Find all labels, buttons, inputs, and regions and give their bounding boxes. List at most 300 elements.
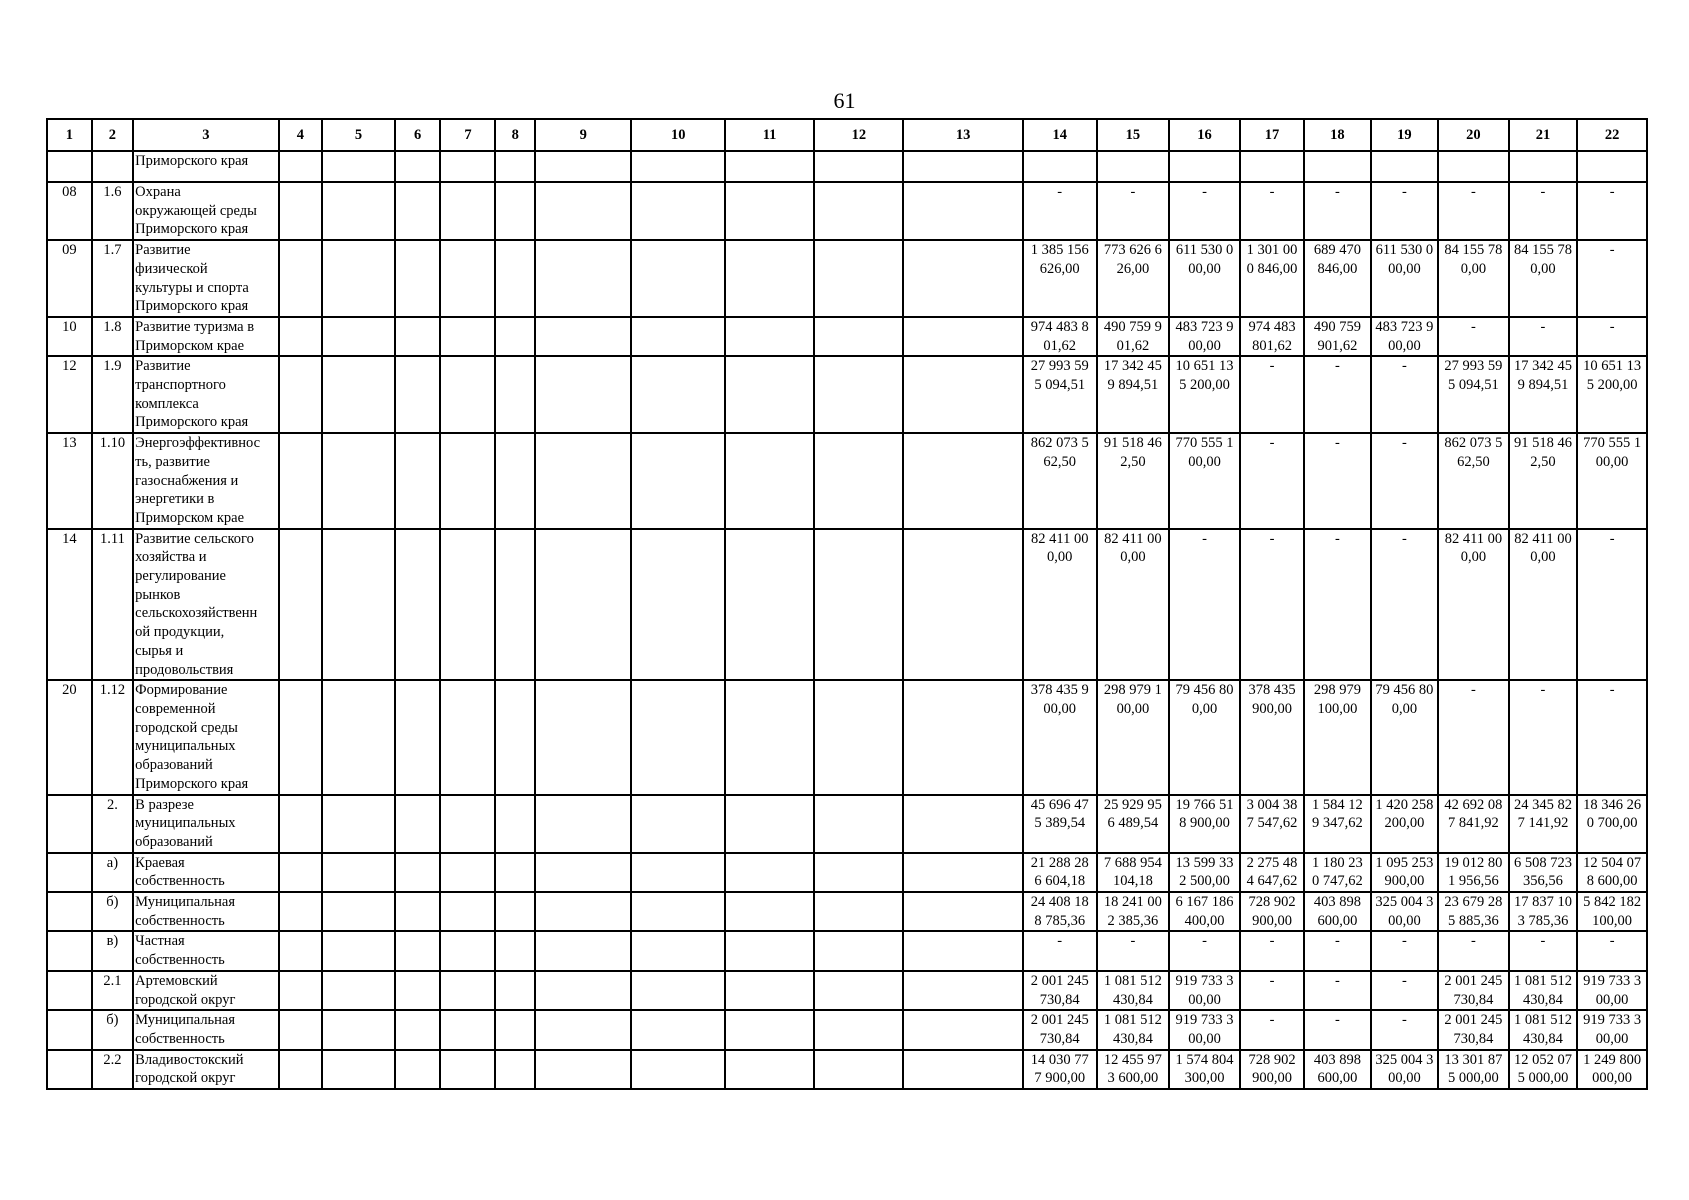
empty-cell [395,317,441,356]
value-cell-col-15 [1097,931,1170,970]
value-line: 00,00 [1388,260,1421,277]
value-line: - [1609,242,1615,259]
value-cell-col-20 [1438,892,1509,931]
empty-cell [440,182,495,240]
value-line: 728 902 [1248,1051,1296,1068]
program-name-line: Охрана [135,184,181,200]
value-line: 13 599 33 [1175,854,1234,871]
value-cell-col-21 [1509,680,1578,794]
value-cell-col-14 [1023,1050,1097,1089]
empty-cell [440,433,495,529]
row-number-cell: б) [92,1010,134,1049]
value-line: - [1335,1012,1340,1029]
empty-cell [322,529,395,681]
empty-cell [725,680,814,794]
empty-cell [725,971,814,1010]
value-cell-col-15 [1097,240,1170,317]
empty-cell [725,240,814,317]
empty-cell [279,240,323,317]
program-name-line: Приморского края [135,221,249,238]
column-header-16: 16 [1169,119,1240,151]
program-name-cell [133,151,278,182]
value-cell-col-14 [1023,529,1097,681]
value-line: 403 898 [1313,894,1361,911]
value-line: 000,00 [1592,1070,1633,1087]
value-line: - [1609,682,1615,699]
value-cell-col-19 [1371,240,1438,317]
value-line: 00,00 [1388,912,1421,929]
value-line: - [1335,184,1340,200]
empty-cell [631,1050,724,1089]
empty-cell [535,1050,632,1089]
value-cell-col-20 [1438,433,1509,529]
value-cell-col-22 [1577,240,1647,317]
program-name-line: Приморском крае [135,509,245,526]
value-cell-col-15 [1097,892,1170,931]
empty-cell [903,317,1022,356]
column-header-19: 19 [1371,119,1438,151]
program-name-line: Формирование [135,682,228,699]
value-cell-col-15 [1097,151,1170,182]
value-line: - [1401,933,1407,950]
value-cell-col-22 [1577,1050,1647,1089]
value-line: 430,84 [1112,1030,1153,1047]
program-name-line: собственность [135,1030,225,1047]
empty-cell [725,795,814,853]
empty-cell [725,1050,814,1089]
value-line: 900,00 [1384,873,1425,890]
empty-cell [322,680,395,794]
program-name-line: Энергоэффективнос [135,435,261,452]
empty-cell [814,853,903,892]
value-cell-col-22 [1577,971,1647,1010]
empty-cell [279,931,323,970]
value-cell-col-21 [1509,931,1578,970]
value-line: 728 902 [1248,894,1296,911]
empty-cell [495,1010,534,1049]
empty-cell [495,795,534,853]
empty-cell [814,892,903,931]
empty-cell [322,151,395,182]
value-line: 430,84 [1112,991,1153,1008]
empty-cell [535,680,632,794]
value-line: 7 900,00 [1034,1070,1086,1087]
empty-cell [725,317,814,356]
program-name-line: Приморского края [135,775,249,792]
empty-cell [535,1010,632,1049]
value-line: 490 759 [1313,318,1361,335]
empty-cell [535,356,632,433]
value-line: - [1471,184,1476,200]
value-cell-col-17 [1240,317,1304,356]
program-name-line: собственность [135,952,225,969]
value-line: 0,00 [1120,549,1146,566]
empty-cell [631,529,724,681]
value-line: - [1269,933,1275,950]
empty-cell [495,853,534,892]
row-number-cell: б) [92,892,134,931]
value-line: 91 518 46 [1103,435,1162,452]
value-cell-col-21 [1509,892,1578,931]
value-line: 6 508 723 [1513,854,1572,871]
row-number-cell: 1.7 [92,240,134,317]
column-header-1: 1 [47,119,92,151]
column-header-17: 17 [1240,119,1304,151]
value-cell-col-21 [1509,795,1578,853]
value-line: 79 456 80 [1375,682,1434,699]
program-name-line: образований [135,757,213,774]
empty-cell [279,892,323,931]
value-cell-col-16 [1169,971,1240,1010]
empty-cell [903,795,1022,853]
value-cell-col-15 [1097,529,1170,681]
value-cell-col-20 [1438,529,1509,681]
program-name-line: комплекса [135,395,199,412]
value-cell-col-19 [1371,795,1438,853]
table-row [47,317,1647,356]
program-name-cell [133,317,278,356]
value-cell-col-19 [1371,931,1438,970]
value-line: 8 900,00 [1179,815,1230,832]
value-line: 773 626 6 [1103,242,1162,259]
empty-cell [495,240,534,317]
column-header-20: 20 [1438,119,1509,151]
value-line: 0,00 [1460,549,1487,566]
column-header-9: 9 [535,119,632,151]
empty-cell [631,931,724,970]
value-cell-col-19 [1371,433,1438,529]
value-line: - [1269,358,1275,375]
program-name-line: городской округ [135,1070,236,1087]
empty-cell [903,182,1022,240]
empty-cell [440,240,495,317]
empty-cell [814,356,903,433]
value-cell-col-20 [1438,971,1509,1010]
value-cell-col-14 [1023,931,1097,970]
empty-cell [395,529,441,681]
empty-cell [322,892,395,931]
value-line: - [1269,530,1275,547]
empty-cell [495,317,534,356]
value-line: 626,00 [1039,260,1080,277]
value-cell-col-21 [1509,853,1578,892]
empty-cell [395,931,441,970]
value-line: 6 604,18 [1034,873,1086,890]
empty-cell [279,795,323,853]
empty-cell [725,931,814,970]
value-cell-col-14 [1023,182,1097,240]
value-line: - [1130,184,1136,200]
value-cell-col-17 [1240,1010,1304,1049]
value-line: 0 747,62 [1312,873,1363,890]
value-line: 13 301 87 [1444,1051,1503,1068]
value-cell-col-21 [1509,182,1578,240]
row-code-cell: 20 [47,680,92,794]
value-line: 7 688 954 [1103,854,1162,871]
value-cell-col-15 [1097,971,1170,1010]
empty-cell [535,182,632,240]
row-number-cell: в) [92,931,134,970]
value-cell-col-17 [1240,853,1304,892]
empty-cell [814,529,903,681]
value-line: 45 696 47 [1030,796,1089,813]
value-line: 300,00 [1184,1070,1225,1087]
value-line: - [1609,318,1615,335]
value-line: - [1540,318,1546,335]
value-cell-col-20 [1438,795,1509,853]
program-name-line: энергетики в [135,491,215,508]
value-cell-col-18 [1304,892,1370,931]
program-name-line: ой продукции, [135,624,225,641]
value-line: 0,00 [1391,700,1418,717]
empty-cell [725,892,814,931]
value-cell-col-22 [1577,1010,1647,1049]
value-line: 1 081 512 [1103,1012,1162,1029]
empty-cell [279,529,323,681]
program-name-line: Развитие сельского [135,530,254,547]
value-line: 483 723 9 [1375,318,1434,335]
value-line: 7 547,62 [1246,815,1298,832]
value-cell-col-22 [1577,151,1647,182]
value-line: - [1269,972,1275,989]
table-row [47,151,1647,182]
value-cell-col-20 [1438,931,1509,970]
value-cell-col-15 [1097,680,1170,794]
value-line: 1 081 512 [1103,972,1162,989]
value-line: 3 004 38 [1246,796,1298,813]
table-row [47,1050,1647,1089]
program-name-cell [133,853,278,892]
empty-cell [631,240,724,317]
value-line: 18 241 00 [1103,894,1162,911]
value-line: 10 651 13 [1583,358,1642,375]
program-name-line: городской среды [135,719,238,736]
empty-cell [395,795,441,853]
value-cell-col-18 [1304,433,1370,529]
value-line: 9 894,51 [1517,377,1569,394]
column-header-2: 2 [92,119,134,151]
empty-cell [322,853,395,892]
empty-cell [903,240,1022,317]
row-number-cell: 1.10 [92,433,134,529]
row-number-cell: а) [92,853,134,892]
empty-cell [440,317,495,356]
value-cell-col-19 [1371,853,1438,892]
empty-cell [322,182,395,240]
empty-cell [725,1010,814,1049]
row-code-cell [47,892,92,931]
empty-cell [631,182,724,240]
value-line: 0,00 [1460,260,1487,277]
program-name-line: образований [135,833,213,850]
value-line: 600,00 [1317,1070,1358,1087]
program-name-line: Муниципальная [135,1012,236,1029]
value-cell-col-17 [1240,680,1304,794]
value-line: 730,84 [1039,1030,1080,1047]
value-line: 00,00 [1188,1030,1221,1047]
empty-cell [903,1010,1022,1049]
program-name-line: ть, развитие [135,453,210,470]
column-header-12: 12 [814,119,903,151]
table-row [47,892,1647,931]
row-number-cell [92,151,134,182]
program-name-line: рынков [135,586,181,603]
program-name-line: муниципальных [135,815,236,832]
column-header-21: 21 [1509,119,1578,151]
empty-cell [322,240,395,317]
value-line: - [1335,358,1340,375]
value-line: - [1335,530,1340,547]
empty-cell [322,795,395,853]
empty-cell [631,971,724,1010]
value-line: - [1202,933,1207,950]
empty-cell [903,853,1022,892]
value-cell-col-18 [1304,853,1370,892]
program-name-line: Развитие туризма в [135,318,255,335]
empty-cell [903,971,1022,1010]
value-line: 5 885,36 [1448,912,1499,929]
value-cell-col-22 [1577,317,1647,356]
program-name-line: городской округ [135,991,236,1008]
empty-cell [495,182,534,240]
value-cell-col-20 [1438,1010,1509,1049]
value-cell-col-20 [1438,853,1509,892]
value-line: 9 894,51 [1107,377,1159,394]
value-cell-col-16 [1169,151,1240,182]
value-cell-col-22 [1577,356,1647,433]
row-code-cell [47,931,92,970]
value-line: - [1401,530,1407,547]
empty-cell [440,356,495,433]
program-name-line: Развитие [135,358,191,375]
table-row [47,240,1647,317]
program-name-cell [133,529,278,681]
value-line: - [1057,933,1063,950]
empty-cell [535,240,632,317]
program-name-line: окружающей среды [135,202,257,219]
empty-cell [322,1010,395,1049]
empty-cell [814,795,903,853]
program-name-cell [133,680,278,794]
value-line: 12 504 07 [1583,854,1642,871]
program-name-line: Владивостокский [135,1051,244,1068]
value-line: 1 081 512 [1513,972,1572,989]
value-line: 9 347,62 [1312,815,1363,832]
empty-cell [903,356,1022,433]
value-line: 79 456 80 [1175,682,1234,699]
value-line: 00,00 [1116,700,1150,717]
value-line: 400,00 [1184,912,1225,929]
table-row [47,853,1647,892]
value-line: 5 200,00 [1586,377,1638,394]
value-cell-col-20 [1438,356,1509,433]
value-line: - [1609,184,1615,200]
value-line: - [1471,318,1476,335]
empty-cell [903,931,1022,970]
value-line: - [1471,682,1476,699]
table-body [47,151,1647,1089]
value-cell-col-19 [1371,971,1438,1010]
value-line: - [1269,1012,1275,1029]
value-cell-col-14 [1023,971,1097,1010]
value-cell-col-16 [1169,795,1240,853]
value-line: 298 979 1 [1103,682,1162,699]
value-line: 378 435 [1248,682,1296,699]
empty-cell [535,317,632,356]
program-name-line: Приморского края [135,153,249,169]
empty-cell [395,1050,441,1089]
empty-cell [395,1010,441,1049]
value-line: - [1130,933,1136,950]
column-header-15: 15 [1097,119,1170,151]
value-line: 27 993 59 [1444,358,1503,375]
empty-cell [903,433,1022,529]
empty-cell [395,356,441,433]
value-cell-col-14 [1023,151,1097,182]
empty-cell [440,971,495,1010]
program-name-line: газоснабжения и [135,472,239,489]
value-line: 846,00 [1317,260,1358,277]
empty-cell [814,182,903,240]
program-name-cell [133,892,278,931]
value-line: 8 600,00 [1586,873,1638,890]
value-line: 325 004 3 [1375,1051,1434,1068]
row-number-cell: 1.11 [92,529,134,681]
empty-cell [279,356,323,433]
value-cell-col-18 [1304,931,1370,970]
value-line: 00,00 [1388,1070,1421,1087]
value-line: 1 420 258 [1375,796,1434,813]
value-line: 100,00 [1317,700,1358,717]
value-line: - [1401,1012,1407,1029]
empty-cell [395,240,441,317]
table-row [47,680,1647,794]
value-line: 24 408 18 [1030,894,1089,911]
value-line: 2 275 48 [1246,854,1298,871]
value-line: - [1540,682,1546,699]
value-line: 104,18 [1112,873,1153,890]
value-line: 483 723 9 [1175,318,1234,335]
program-name-line: транспортного [135,377,226,394]
empty-cell [535,151,632,182]
program-name-line: физической [135,260,208,277]
row-code-cell: 13 [47,433,92,529]
empty-cell [395,971,441,1010]
value-line: 862 073 5 [1030,435,1089,452]
value-cell-col-21 [1509,240,1578,317]
value-line: 21 288 28 [1030,854,1089,871]
empty-cell [322,356,395,433]
empty-cell [535,795,632,853]
program-name-line: сельскохозяйственн [135,605,258,622]
value-cell-col-18 [1304,529,1370,681]
value-line: 82 411 00 [1514,530,1572,547]
program-name-line: продовольствия [135,661,234,678]
program-name-line: культуры и спорта [135,279,249,296]
value-line: 82 411 00 [1030,530,1089,547]
empty-cell [322,971,395,1010]
empty-cell [279,1050,323,1089]
empty-cell [535,971,632,1010]
value-line: 325 004 3 [1375,894,1434,911]
value-cell-col-18 [1304,151,1370,182]
value-line: 2 001 245 [1030,972,1089,989]
empty-cell [279,317,323,356]
value-line: 900,00 [1252,1070,1292,1087]
value-line: 730,84 [1453,991,1494,1008]
row-number-cell: 1.9 [92,356,134,433]
value-line: 1 081 512 [1513,1012,1572,1029]
